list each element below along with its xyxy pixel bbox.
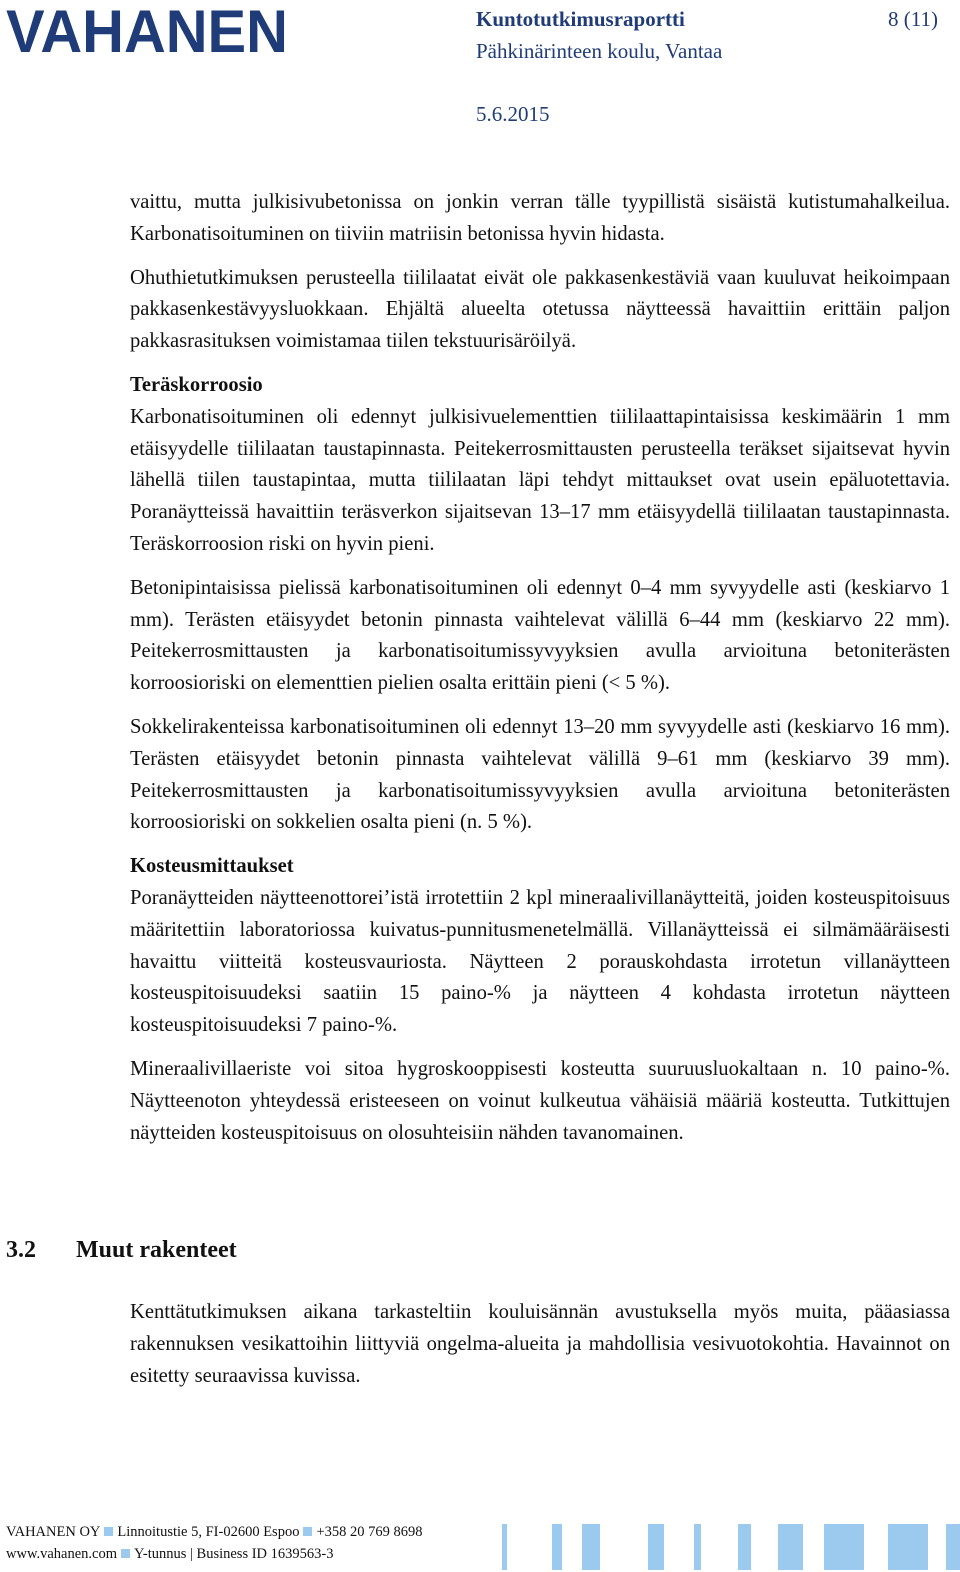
footer-company: VAHANEN OY	[6, 1524, 101, 1540]
footer-line-2	[6, 1546, 333, 1563]
paragraph: Kenttätutkimuksen aikana tarkasteltiin kouluisännän avustuksella myös muita, pääasiassa rakennuksen vesikattoihin liittyviä ongelma-alueita ja mahdollisia vesivuotokohtia. Havainnot on esitetty seuraavissa kuvissa.	[130, 1301, 950, 1387]
footer-address: Linnoitustie 5, FI-02600 Espoo	[117, 1524, 300, 1540]
footer-phone: +358 20 769 8698	[316, 1524, 423, 1540]
square-bullet-icon	[303, 1527, 312, 1536]
heading-moisture-measurements: Kosteusmittaukset	[130, 855, 294, 878]
page-number: 8 (11)	[888, 7, 938, 31]
footer-website: www.vahanen.com	[6, 1546, 117, 1562]
square-bullet-icon	[104, 1527, 113, 1536]
paragraph: Mineraalivillaeriste voi sitoa hygroskooppisesti kosteutta suuruusluokaltaan n. 10 paino-%. Näytteenoton yhteydessä eristeeseen on voinut kulkeutua vähäisiä määriä kosteutta. Tutkittujen näytteiden kosteuspitoisuus on olosuhteisiin nähden tavanomainen.	[130, 1057, 950, 1144]
body-text	[130, 187, 950, 1149]
paragraph: Poranäytteiden näytteenottorei’istä irrotettiin 2 kpl mineraalivillanäytteitä, joiden kosteuspitoisuus määritettiin laboratoriossa kuivatus-punnitusmenetelmällä. Villanäytteissä ei silmämääräisesti havaittu viitteitä kosteusvauriosta. Näytteen 2 porauskohdasta irrotetun villanäytteen kosteuspitoisuudeksi saatiin 15 paino-% ja näytteen 4 kohdasta irrotetun näytteen kosteuspitoisuudeksi 7 paino-%.	[130, 886, 950, 1037]
report-location: Pähkinärinteen koulu, Vantaa	[476, 39, 723, 63]
section-body	[130, 1297, 950, 1392]
section-number: 3.2	[6, 1237, 36, 1263]
square-bullet-icon	[121, 1549, 130, 1558]
paragraph: Sokkelirakenteissa karbonatisoituminen oli edennyt 13–20 mm syvyydelle asti (keskiarvo 16 mm). Terästen etäisyydet betonin pinnasta vaihtelevat välillä 9–61 mm (keskiarvo 39 mm). Peitekerrosmittausten ja karbonatisoitumissyvyyksien avulla arvioituna betoniterästen korroosioriski on sokkelien osalta pieni (n. 5 %).	[130, 715, 950, 834]
footer-decorative-bars	[490, 1522, 960, 1572]
svg-text:VAHANEN: VAHANEN	[6, 2, 288, 58]
footer-business-id: Y-tunnus | Business ID 1639563-3	[134, 1546, 334, 1562]
report-title: Kuntotutkimusraportti	[476, 7, 685, 31]
section-title: Muut rakenteet	[76, 1237, 237, 1263]
paragraph: vaittu, mutta julkisivubetonissa on jonkin verran tälle tyypillistä sisäistä kutistumahalkeilua. Karbonatisoituminen on tiiviin matriisin betonissa hyvin hidasta.	[130, 191, 950, 245]
vahanen-logo	[6, 2, 291, 58]
paragraph: Betonipintaisissa pielissä karbonatisoituminen oli edennyt 0–4 mm syvyydelle asti (keskiarvo 1 mm). Terästen etäisyydet betonin pinnasta vaihtelevat välillä 6–44 mm (keskiarvo 22 mm). Peitekerrosmittausten ja karbonatisoitumissyvyyksien avulla arvioituna betoniterästen korroosioriski on elementtien pielien osalta erittäin pieni (< 5 %).	[130, 576, 950, 695]
paragraph: Karbonatisoituminen oli edennyt julkisivuelementtien tiililaattapintaisissa keskimäärin 1 mm etäisyydelle tiililaatan taustapinnasta. Peitekerrosmittausten perusteella teräkset sijaitsevat hyvin lähellä tiilen taustapintaa, mutta tiililaatan läpi tehdyt mittaukset ovat usein epäluotettavia. Poranäytteissä havaittiin teräsverkon sijaitsevan 13–17 mm etäisyydellä tiililaatan taustapinnasta. Teräskorroosion riski on hyvin pieni.	[130, 405, 950, 555]
paragraph: Ohuthietutkimuksen perusteella tiililaatat eivät ole pakkasenkestäviä vaan kuuluvat heikoimpaan pakkasenkestävyysluokkaan. Ehjältä alueelta otetussa näytteessä havaittiin erittäin paljon pakkasrasituksen voimistamaa tiilen tekstuurisäröilyä.	[130, 266, 950, 353]
footer-line-1	[6, 1524, 423, 1541]
heading-steel-corrosion: Teräskorroosio	[130, 373, 263, 396]
report-date: 5.6.2015	[476, 102, 550, 126]
